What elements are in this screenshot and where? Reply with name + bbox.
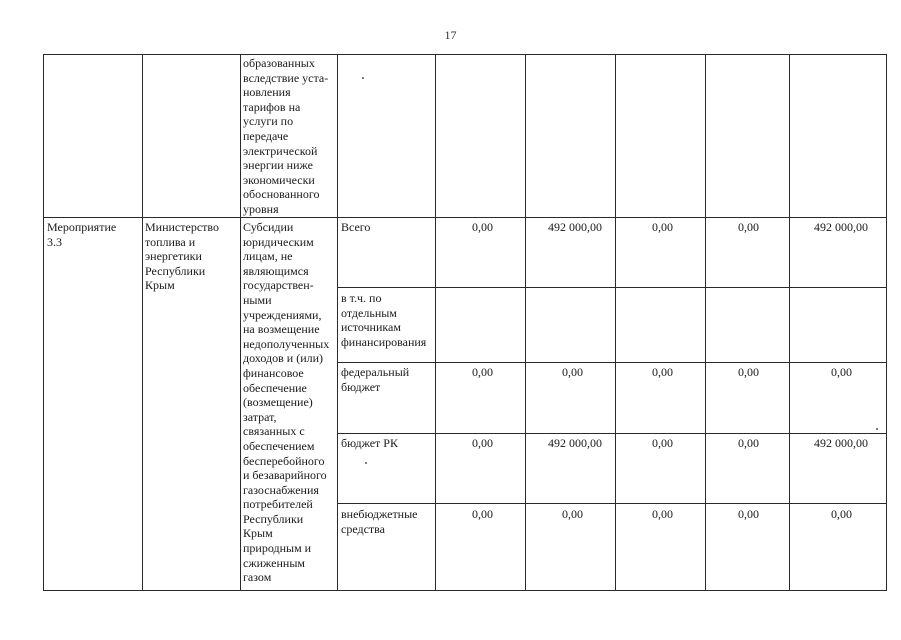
- value-cell: 0,00: [472, 507, 493, 521]
- value-cell: 0,00: [472, 220, 493, 234]
- row-divider: [43, 217, 887, 218]
- value-cell: 0,00: [831, 365, 852, 379]
- value-cell: 0,00: [738, 365, 759, 379]
- value-cell: 0,00: [472, 436, 493, 450]
- value-cell: 0,00: [738, 220, 759, 234]
- funding-source-extrabudgetary: внебюджетные средства: [341, 507, 418, 536]
- row-divider: [337, 287, 887, 288]
- value-cell: 0,00: [831, 507, 852, 521]
- table-top-border: [43, 54, 887, 55]
- value-cell: 492 000,00: [548, 220, 602, 234]
- value-cell: 0,00: [652, 220, 673, 234]
- scan-speck: [362, 77, 364, 79]
- funding-source-federal: федеральный бюджет: [341, 365, 410, 394]
- measure-description: Субсидии юридическим лицам, не являющимся государствен- ными учреждениями, на возмещение недополученных доходов и (или) финансовое обеспечение (возмещение) затрат, связанных с обеспечением бесперебойного и безаварийного газоснабжения потребителей Республики Крым природным и сжиженным газом: [243, 220, 330, 585]
- scan-speck: [876, 428, 878, 430]
- page-number: 17: [444, 28, 457, 42]
- funding-source-by-sources: в т.ч. по отдельным источникам финансирования: [341, 291, 427, 349]
- measure-name: Мероприятие 3.3: [47, 220, 117, 249]
- column-divider: [240, 54, 241, 591]
- continued-description: образованных вследствие уста- новления тарифов на услуги по передаче электрической энергии ниже экономически обоснованного уровня: [243, 56, 329, 216]
- column-divider: [43, 54, 44, 591]
- funding-source-regional: бюджет РК: [341, 436, 398, 450]
- value-cell: 0,00: [652, 365, 673, 379]
- value-cell: 0,00: [738, 507, 759, 521]
- scan-speck: [365, 462, 367, 464]
- value-cell: 0,00: [652, 507, 673, 521]
- table-bottom-border: [43, 590, 887, 591]
- measure-executor: Министерство топлива и энергетики Республики Крым: [145, 220, 219, 293]
- column-divider: [142, 54, 143, 591]
- row-divider: [337, 433, 887, 434]
- value-cell: 0,00: [652, 436, 673, 450]
- row-divider: [337, 503, 887, 504]
- row-divider: [337, 362, 887, 363]
- value-cell: 0,00: [738, 436, 759, 450]
- funding-source-total: Всего: [341, 220, 371, 234]
- value-cell: 0,00: [472, 365, 493, 379]
- value-cell: 492 000,00: [548, 436, 602, 450]
- column-divider: [886, 54, 887, 591]
- value-cell: 0,00: [562, 365, 583, 379]
- value-cell: 492 000,00: [814, 436, 868, 450]
- value-cell: 492 000,00: [814, 220, 868, 234]
- value-cell: 0,00: [562, 507, 583, 521]
